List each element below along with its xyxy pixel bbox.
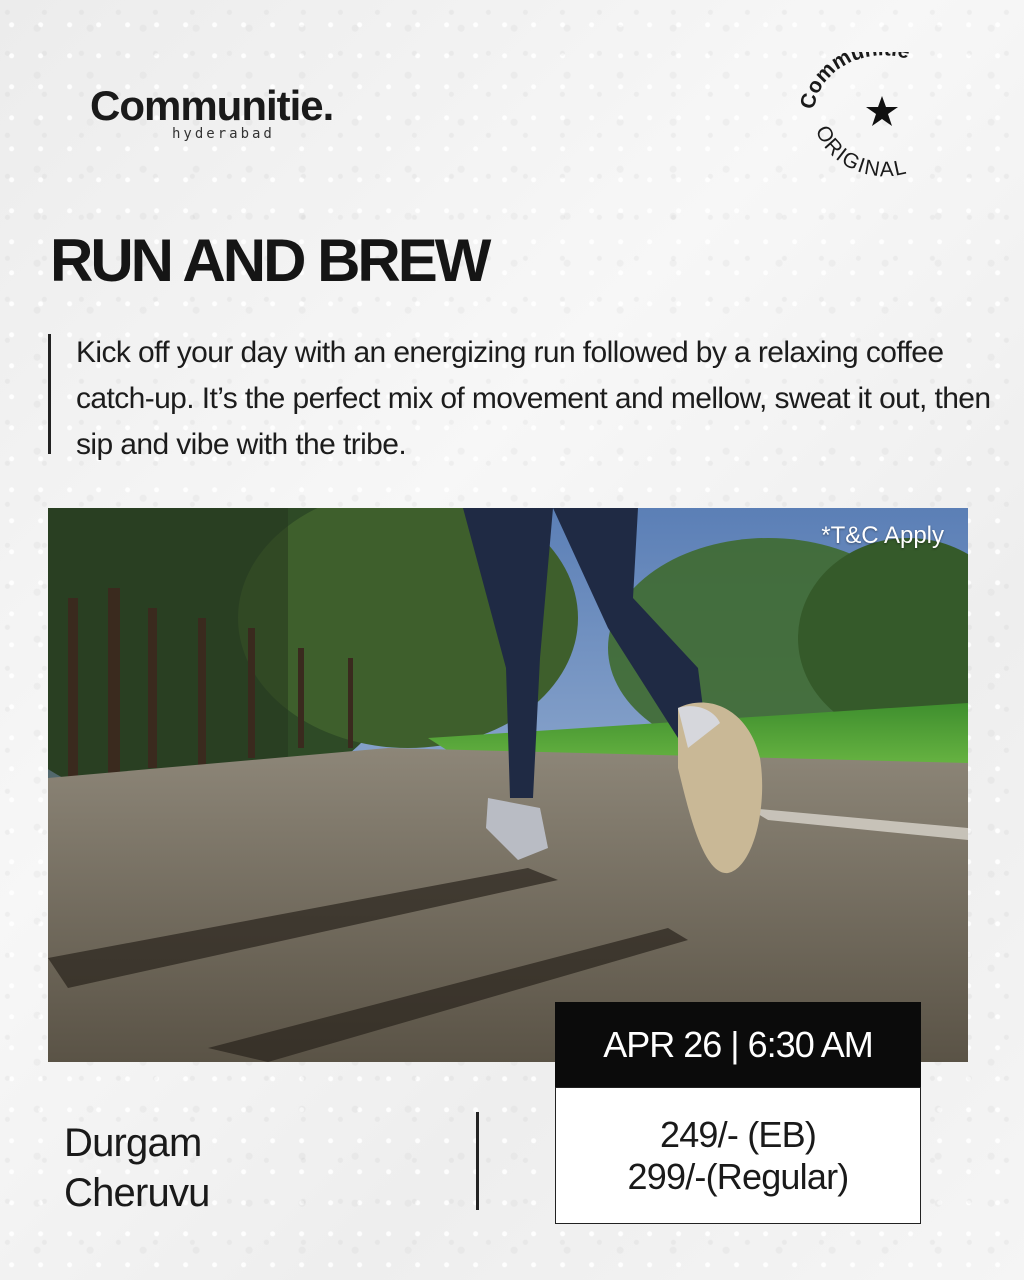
brand-logo [90, 82, 380, 144]
event-location [64, 1118, 210, 1218]
pricing-box [555, 1087, 921, 1224]
event-description [48, 330, 998, 461]
svg-text:ORIGINAL [811, 122, 910, 181]
communitie-original-badge [800, 52, 965, 182]
brand-name: Communitie. [90, 82, 334, 129]
brand-city: hyderabad [172, 126, 275, 142]
event-datetime: APR 26 | 6:30 AM [555, 1002, 921, 1088]
event-title: RUN AND BREW [50, 227, 489, 294]
star-icon [866, 96, 898, 126]
price-early-bird: 249/- (EB) [659, 1113, 817, 1155]
badge-top-text: ommu [801, 52, 867, 98]
svg-text:Communitie [800, 52, 912, 111]
price-regular: 299/-(Regular) [627, 1155, 849, 1197]
location-line-1: Durgam [64, 1121, 202, 1165]
divider [476, 1112, 479, 1210]
runner-photo [48, 508, 968, 1062]
terms-note: *T&C Apply [821, 522, 944, 549]
quote-bar [48, 334, 51, 454]
description-text: Kick off your day with an energizing run followed by a relaxing coffee catch-up. It’s the perfect mix of movement and mellow, sweat it out, then sip and vibe with the tribe. [76, 336, 991, 461]
location-line-2: Cheruvu [64, 1171, 210, 1215]
badge-bottom-text: ORIGINAL [810, 122, 910, 182]
